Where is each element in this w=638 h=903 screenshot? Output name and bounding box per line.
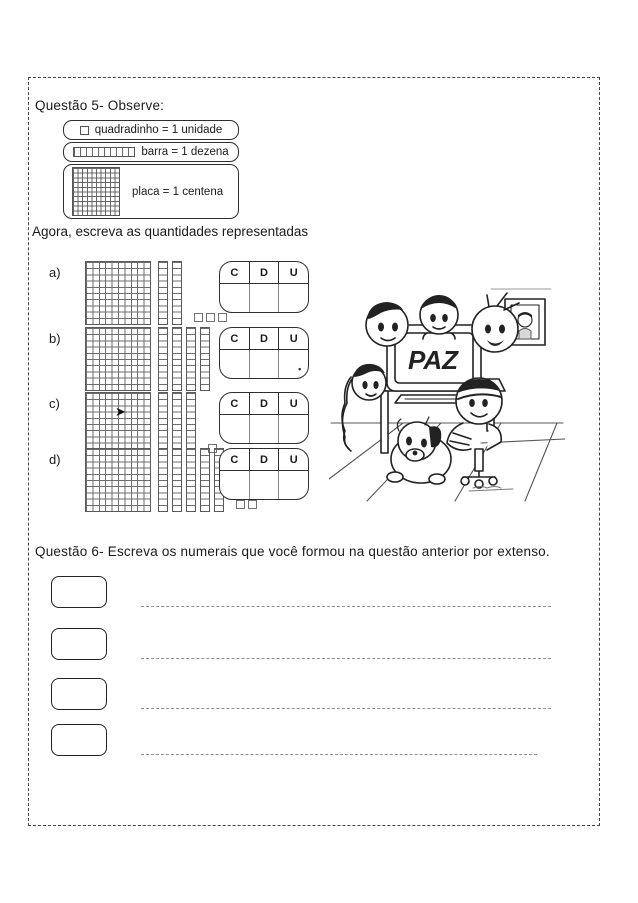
legend-row-bar: [63, 142, 239, 162]
answer-line: [141, 754, 537, 755]
hundreds-plate-block: [85, 261, 151, 325]
hundreds-plate-block: [85, 392, 151, 456]
cdu-answer-cell: [278, 350, 308, 378]
answer-row-1: [51, 576, 551, 608]
cdu-answer-row: [220, 350, 308, 378]
answer-row-3: [51, 678, 551, 710]
tens-bar-block: [186, 327, 196, 391]
base10-blocks: [85, 261, 227, 325]
tens-bar-block: [186, 392, 196, 456]
kid-left-girl: [342, 364, 386, 451]
item-label: a): [49, 265, 61, 280]
cdu-answer-cell: [249, 471, 279, 499]
cdu-answer-cell: [249, 350, 279, 378]
answer-box: [51, 724, 107, 756]
cdu-answer-cell: [249, 415, 279, 443]
tens-bar-block: [172, 261, 182, 325]
answer-row-2: [51, 628, 551, 660]
legend-unit-label: quadradinho = 1 unidade: [94, 124, 223, 136]
tens-bar-block: [172, 327, 182, 391]
cdu-header-d: D: [249, 262, 279, 283]
cdu-header-row: [220, 449, 308, 471]
answer-line: [141, 606, 551, 607]
base10-blocks: [85, 327, 210, 391]
answer-box: [51, 678, 107, 710]
item-row-b: [49, 327, 349, 391]
tens-bar-block: [158, 261, 168, 325]
cdu-header-u: U: [278, 449, 308, 470]
unit-squares-group: [236, 500, 257, 509]
cdu-header-d: D: [249, 449, 279, 470]
cdu-answer-row: [220, 471, 308, 499]
tens-bar-block: [172, 448, 182, 512]
tens-bars-group: [158, 261, 182, 325]
worksheet-bordered-page: [28, 77, 600, 826]
cdu-header-c: C: [230, 453, 239, 466]
kid-top-left: [366, 302, 408, 346]
place-value-table: [219, 327, 309, 379]
cdu-header-row: [220, 262, 308, 284]
screen-text: PAZ: [407, 345, 459, 375]
hundreds-plate-icon: [72, 167, 120, 216]
cdu-answer-cell: [220, 415, 249, 443]
legend-row-plate: [63, 164, 239, 219]
legend-row-unit: [63, 120, 239, 140]
tens-bars-group: [158, 392, 196, 456]
dog: [387, 417, 451, 484]
cdu-answer-cell: [278, 471, 308, 499]
tens-bar-block: [172, 392, 182, 456]
tens-bars-group: [158, 448, 224, 512]
cdu-header-u: U: [278, 262, 308, 283]
answer-box: [51, 628, 107, 660]
answer-line: [141, 708, 551, 709]
tens-bar-block: [158, 392, 168, 456]
unit-square-block: [248, 500, 257, 509]
tens-bar-block: [200, 448, 210, 512]
cdu-answer-cell: [249, 284, 279, 312]
cdu-answer-row: [220, 284, 308, 312]
artist-signature: [469, 487, 513, 492]
answer-row-4: [51, 724, 537, 756]
cdu-header-u: U: [278, 328, 308, 349]
stray-ink-mark: •: [298, 364, 302, 374]
item-label: d): [49, 452, 61, 467]
item-label: b): [49, 331, 61, 346]
tens-bar-block: [186, 448, 196, 512]
hundreds-plate-block: [85, 327, 151, 391]
cdu-header-c: C: [230, 266, 239, 279]
cdu-header-u: U: [278, 393, 308, 414]
cdu-answer-row: [220, 415, 308, 443]
item-label: c): [49, 396, 60, 411]
legend: [63, 120, 239, 221]
cdu-header-d: D: [249, 393, 279, 414]
cdu-answer-cell: [278, 284, 308, 312]
tens-bar-block: [200, 327, 210, 391]
cdu-header-row: [220, 328, 308, 350]
unit-square-block: [194, 313, 203, 322]
legend-bar-label: barra = 1 dezena: [141, 146, 229, 158]
cdu-answer-cell: [220, 284, 249, 312]
cdu-header-c: C: [230, 397, 239, 410]
arrow-annotation-icon: ➤: [115, 404, 126, 419]
unit-square-block: [206, 313, 215, 322]
unit-square-block: [236, 500, 245, 509]
instruction-text: Agora, escreva as quantidades representadas: [32, 224, 309, 239]
tens-bar-block: [158, 448, 168, 512]
tens-bar-icon: [73, 147, 135, 157]
cdu-header-row: [220, 393, 308, 415]
item-row-a: [49, 261, 349, 325]
cdu-answer-cell: [220, 471, 249, 499]
item-row-c: [49, 392, 349, 456]
question6-title: Questão 6- Escreva os numerais que você formou na questão anterior por extenso.: [35, 544, 550, 559]
answer-line: [141, 658, 551, 659]
hundreds-plate-block: [85, 448, 151, 512]
unit-square-block: [218, 313, 227, 322]
cdu-answer-cell: [278, 415, 308, 443]
answer-box: [51, 576, 107, 608]
place-value-table: [219, 448, 309, 500]
peace-computer-illustration: [329, 281, 565, 503]
legend-plate-label: placa = 1 centena: [132, 185, 224, 198]
question5-title: Questão 5- Observe:: [35, 98, 165, 113]
tens-bars-group: [158, 327, 210, 391]
cdu-header-c: C: [230, 332, 239, 345]
base10-blocks: [85, 392, 217, 456]
item-row-d: [49, 448, 349, 512]
unit-square-icon: [80, 126, 89, 135]
place-value-table: [219, 392, 309, 444]
unit-squares-group: [194, 313, 227, 322]
place-value-table: [219, 261, 309, 313]
cdu-answer-cell: [220, 350, 249, 378]
tens-bar-block: [158, 327, 168, 391]
cdu-header-d: D: [249, 328, 279, 349]
